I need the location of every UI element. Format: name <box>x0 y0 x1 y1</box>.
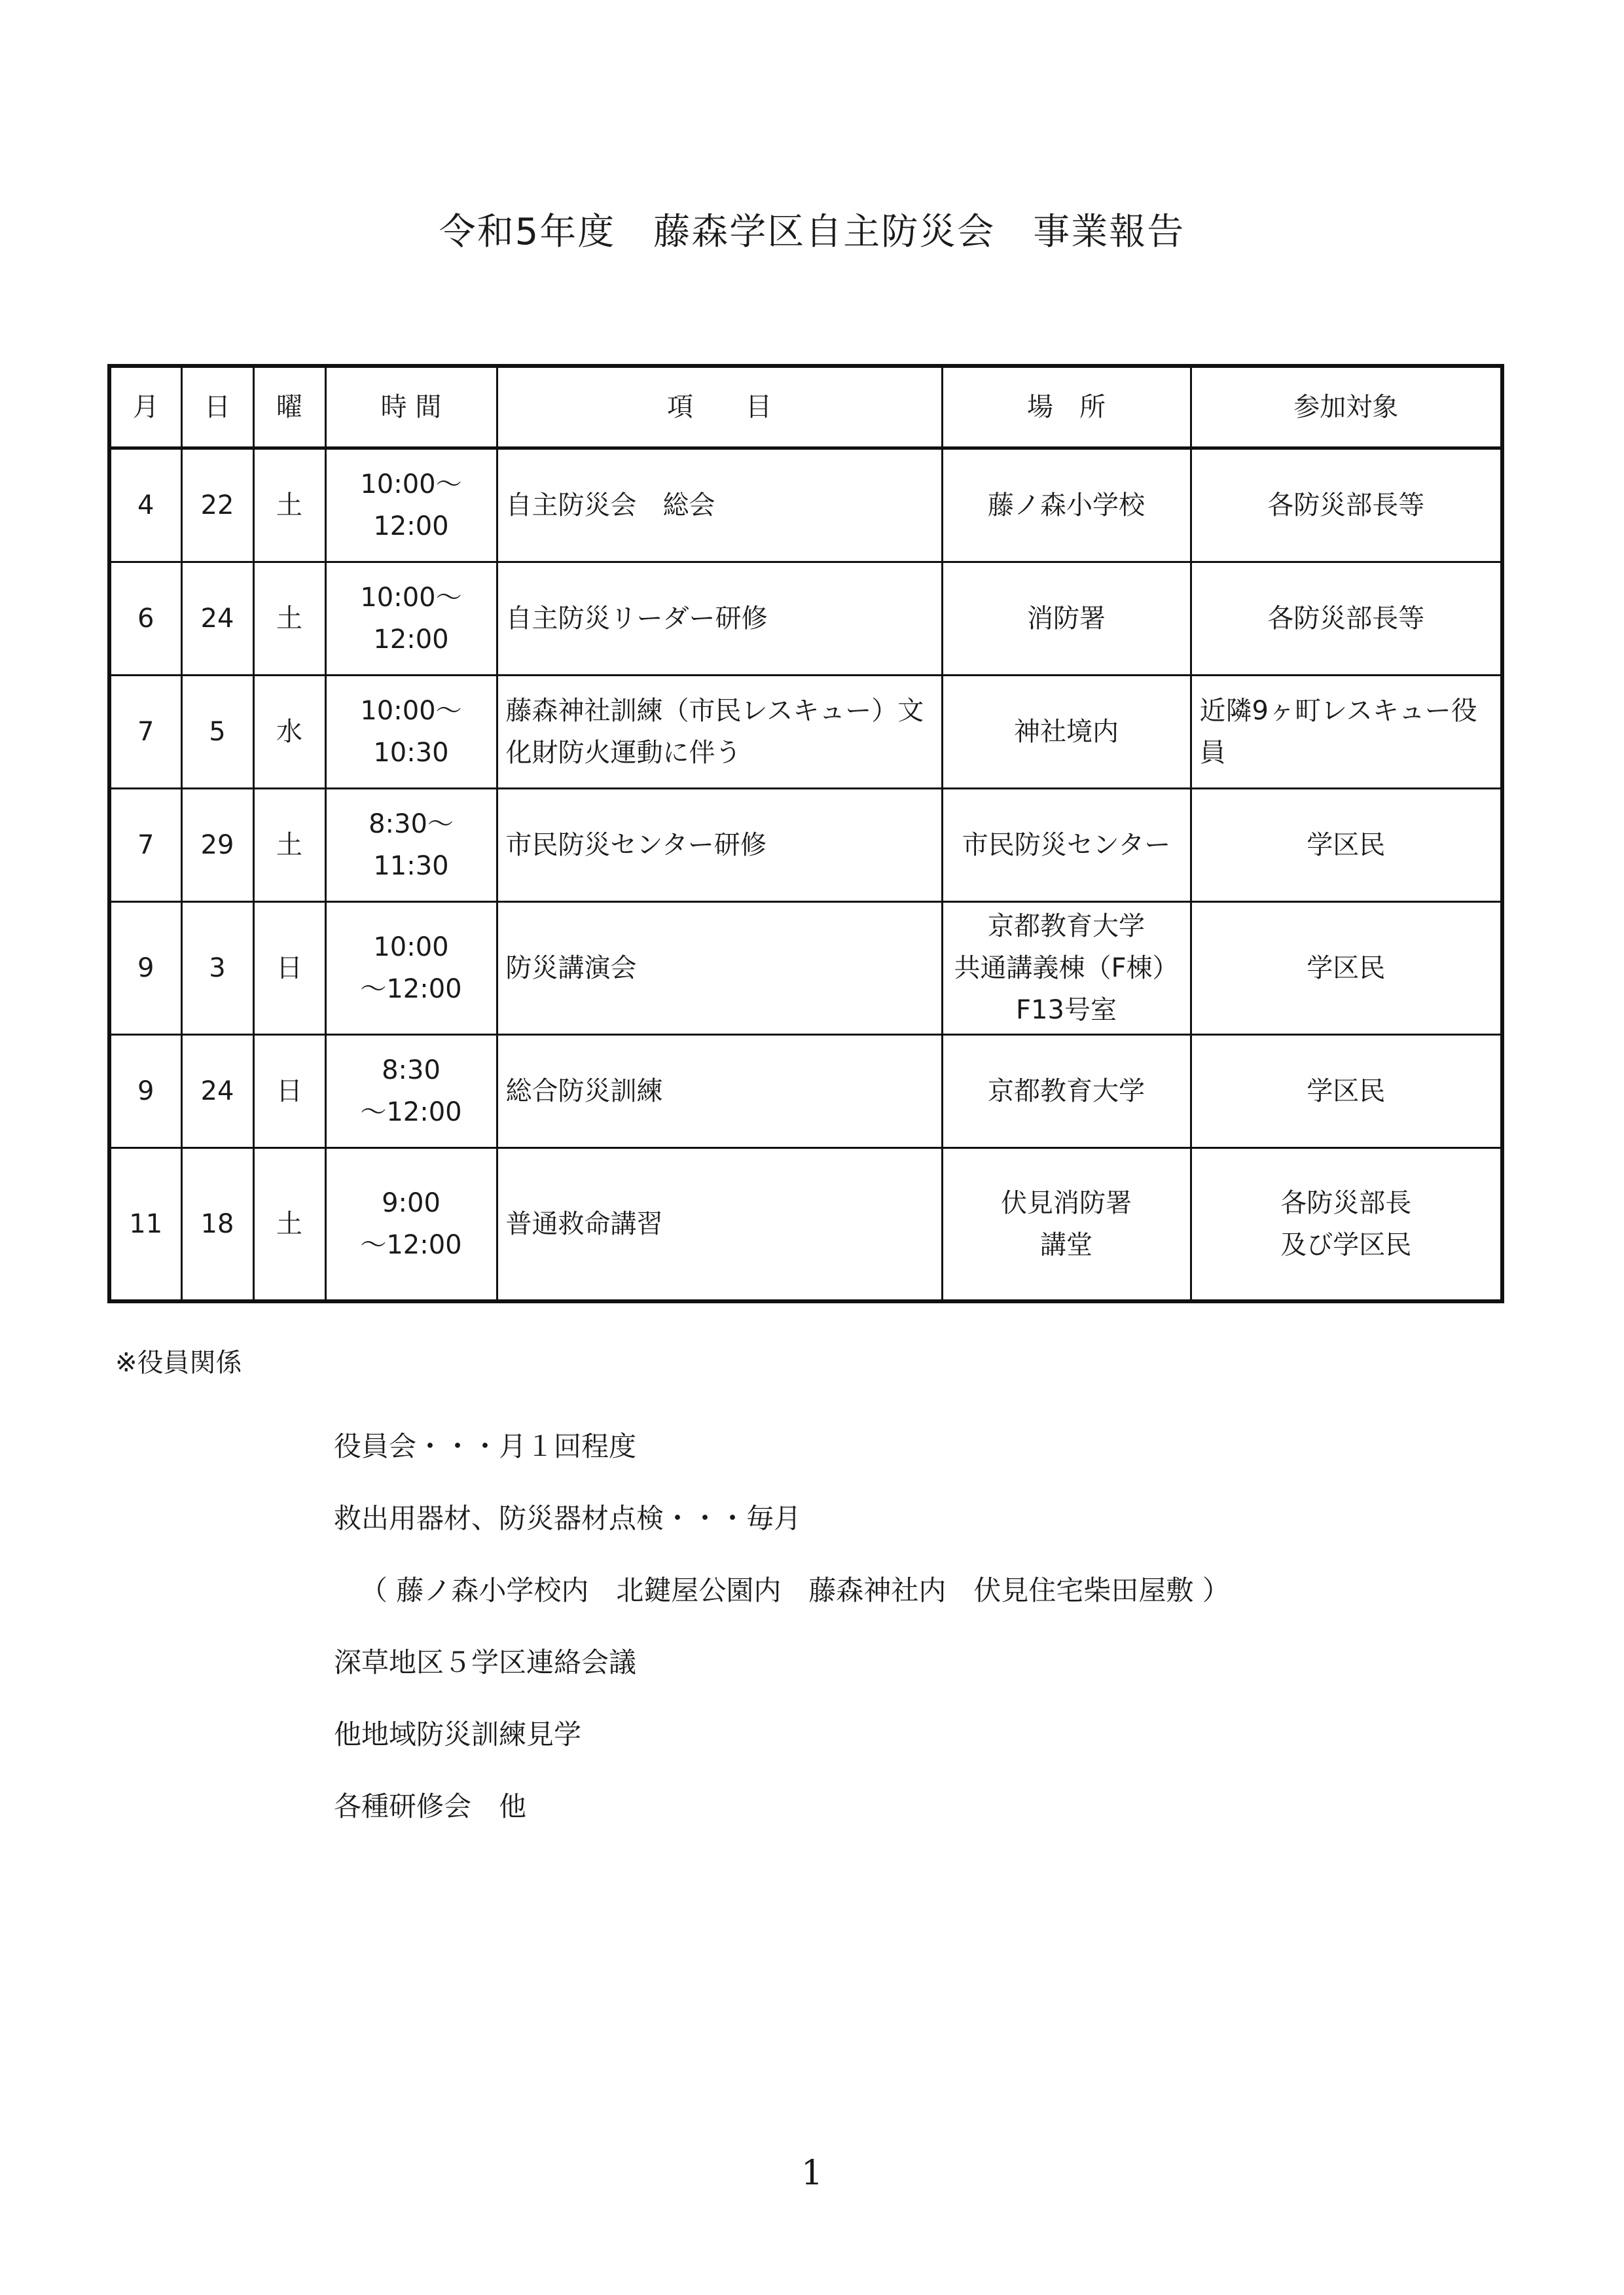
cell-item: 自主防災会 総会 <box>497 448 942 562</box>
cell-target: 学区民 <box>1191 902 1502 1035</box>
page-number: 1 <box>801 2154 823 2193</box>
page-title: 令和5年度 藤森学区自主防災会 事業報告 <box>439 211 1185 253</box>
cell-time: 10:00～ 10:30 <box>325 676 497 789</box>
note-item: （ 藤ノ森小学校内 北鍵屋公園内 藤森神社内 伏見住宅柴田屋敷 ） <box>360 1574 1230 1606</box>
cell-day: 22 <box>181 448 253 562</box>
table-row <box>109 1148 1502 1302</box>
cell-weekday: 水 <box>253 676 325 789</box>
cell-weekday: 土 <box>253 448 325 562</box>
cell-place: 神社境内 <box>942 676 1191 789</box>
cell-month: 9 <box>109 902 181 1035</box>
cell-place: 消防署 <box>942 562 1191 676</box>
cell-weekday: 日 <box>253 1035 325 1148</box>
cell-target: 近隣9ヶ町レスキュー役員 <box>1191 676 1502 789</box>
cell-place: 京都教育大学 共通講義棟（F棟） F13号室 <box>942 902 1191 1035</box>
header-place: 場 所 <box>942 366 1191 448</box>
note-item: 救出用器材、防災器材点検・・・毎月 <box>334 1502 802 1534</box>
header-item: 項 目 <box>497 366 942 448</box>
note-item: 各種研修会 他 <box>334 1790 527 1822</box>
cell-item: 防災講演会 <box>497 902 942 1035</box>
header-month: 月 <box>109 366 181 448</box>
header-time: 時 間 <box>325 366 497 448</box>
cell-day: 24 <box>181 562 253 676</box>
cell-target: 各防災部長 及び学区民 <box>1191 1148 1502 1302</box>
cell-place: 京都教育大学 <box>942 1035 1191 1148</box>
note-item: 役員会・・・月１回程度 <box>334 1430 637 1462</box>
cell-time: 10:00 ～12:00 <box>325 902 497 1035</box>
header-target: 参加対象 <box>1191 366 1502 448</box>
cell-month: 4 <box>109 448 181 562</box>
cell-weekday: 土 <box>253 562 325 676</box>
header-day: 日 <box>181 366 253 448</box>
cell-place: 藤ノ森小学校 <box>942 448 1191 562</box>
notes-heading: ※役員関係 <box>115 1348 242 1378</box>
cell-time: 8:30 ～12:00 <box>325 1035 497 1148</box>
event-schedule-table <box>107 364 1504 1303</box>
cell-weekday: 土 <box>253 1148 325 1302</box>
table-row <box>109 789 1502 902</box>
header-weekday: 曜 <box>253 366 325 448</box>
cell-place: 伏見消防署 講堂 <box>942 1148 1191 1302</box>
cell-item: 藤森神社訓練（市民レスキュー）文化財防火運動に伴う <box>497 676 942 789</box>
cell-place: 市民防災センター <box>942 789 1191 902</box>
cell-day: 29 <box>181 789 253 902</box>
cell-month: 11 <box>109 1148 181 1302</box>
cell-item: 総合防災訓練 <box>497 1035 942 1148</box>
cell-item: 自主防災リーダー研修 <box>497 562 942 676</box>
cell-target: 学区民 <box>1191 1035 1502 1148</box>
table-row <box>109 448 1502 562</box>
cell-time: 9:00 ～12:00 <box>325 1148 497 1302</box>
cell-day: 24 <box>181 1035 253 1148</box>
table-row <box>109 676 1502 789</box>
cell-target: 各防災部長等 <box>1191 562 1502 676</box>
cell-weekday: 土 <box>253 789 325 902</box>
cell-item: 市民防災センター研修 <box>497 789 942 902</box>
notes-list <box>334 1431 1230 1863</box>
cell-time: 10:00～ 12:00 <box>325 448 497 562</box>
table-row <box>109 562 1502 676</box>
table-header-row <box>109 366 1502 448</box>
cell-target: 各防災部長等 <box>1191 448 1502 562</box>
note-item: 深草地区５学区連絡会議 <box>334 1646 637 1678</box>
table-row <box>109 1035 1502 1148</box>
table-row <box>109 902 1502 1035</box>
cell-day: 5 <box>181 676 253 789</box>
cell-target: 学区民 <box>1191 789 1502 902</box>
cell-month: 6 <box>109 562 181 676</box>
cell-weekday: 日 <box>253 902 325 1035</box>
cell-month: 7 <box>109 676 181 789</box>
cell-day: 3 <box>181 902 253 1035</box>
cell-time: 10:00～ 12:00 <box>325 562 497 676</box>
cell-item: 普通救命講習 <box>497 1148 942 1302</box>
cell-month: 7 <box>109 789 181 902</box>
cell-day: 18 <box>181 1148 253 1302</box>
note-item: 他地域防災訓練見学 <box>334 1718 582 1750</box>
cell-time: 8:30～ 11:30 <box>325 789 497 902</box>
cell-month: 9 <box>109 1035 181 1148</box>
